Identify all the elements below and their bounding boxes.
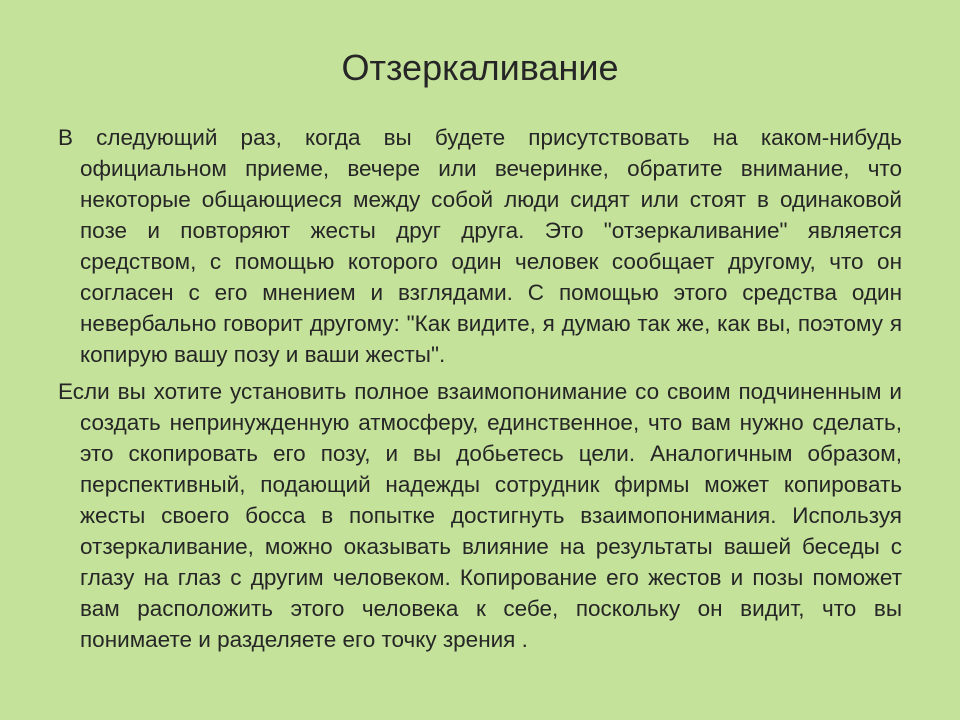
slide-title: Отзеркаливание xyxy=(341,47,619,88)
paragraph-mirroring-usage xyxy=(58,376,902,655)
paragraph-text: Если вы хотите установить полное взаимопонимание со своим подчиненным и создать непринужденную атмосферу, единственное, что вам нужно сделать, это скопировать его позу, и вы добьетесь цели. Аналогичным образом, перспективный, подающий надежды сотрудник фирмы может копировать жесты своего босса в попытке достигнуть взаимопонимания. Используя отзеркаливание, можно оказывать влияние на результаты вашей беседы с глазу на глаз с другим человеком. Копирование его жестов и позы поможет вам расположить этого человека к себе, поскольку он видит, что вы понимаете и разделяете его точку зрения . xyxy=(58,379,902,652)
slide-body xyxy=(58,122,902,661)
paragraph-mirroring-definition xyxy=(58,122,902,370)
paragraph-text: В следующий раз, когда вы будете присутствовать на каком-нибудь официальном приеме, вечере или вечеринке, обратите внимание, что некоторые общающиеся между собой люди сидят или стоят в одинаковой позе и повторяют жесты друг друга. Это "отзеркаливание" является средством, с помощью которого один человек сообщает другому, что он согласен с его мнением и взглядами. С помощью этого средства один невербально говорит другому: "Как видите, я думаю так же, как вы, поэтому я копирую вашу позу и ваши жесты". xyxy=(58,125,902,367)
